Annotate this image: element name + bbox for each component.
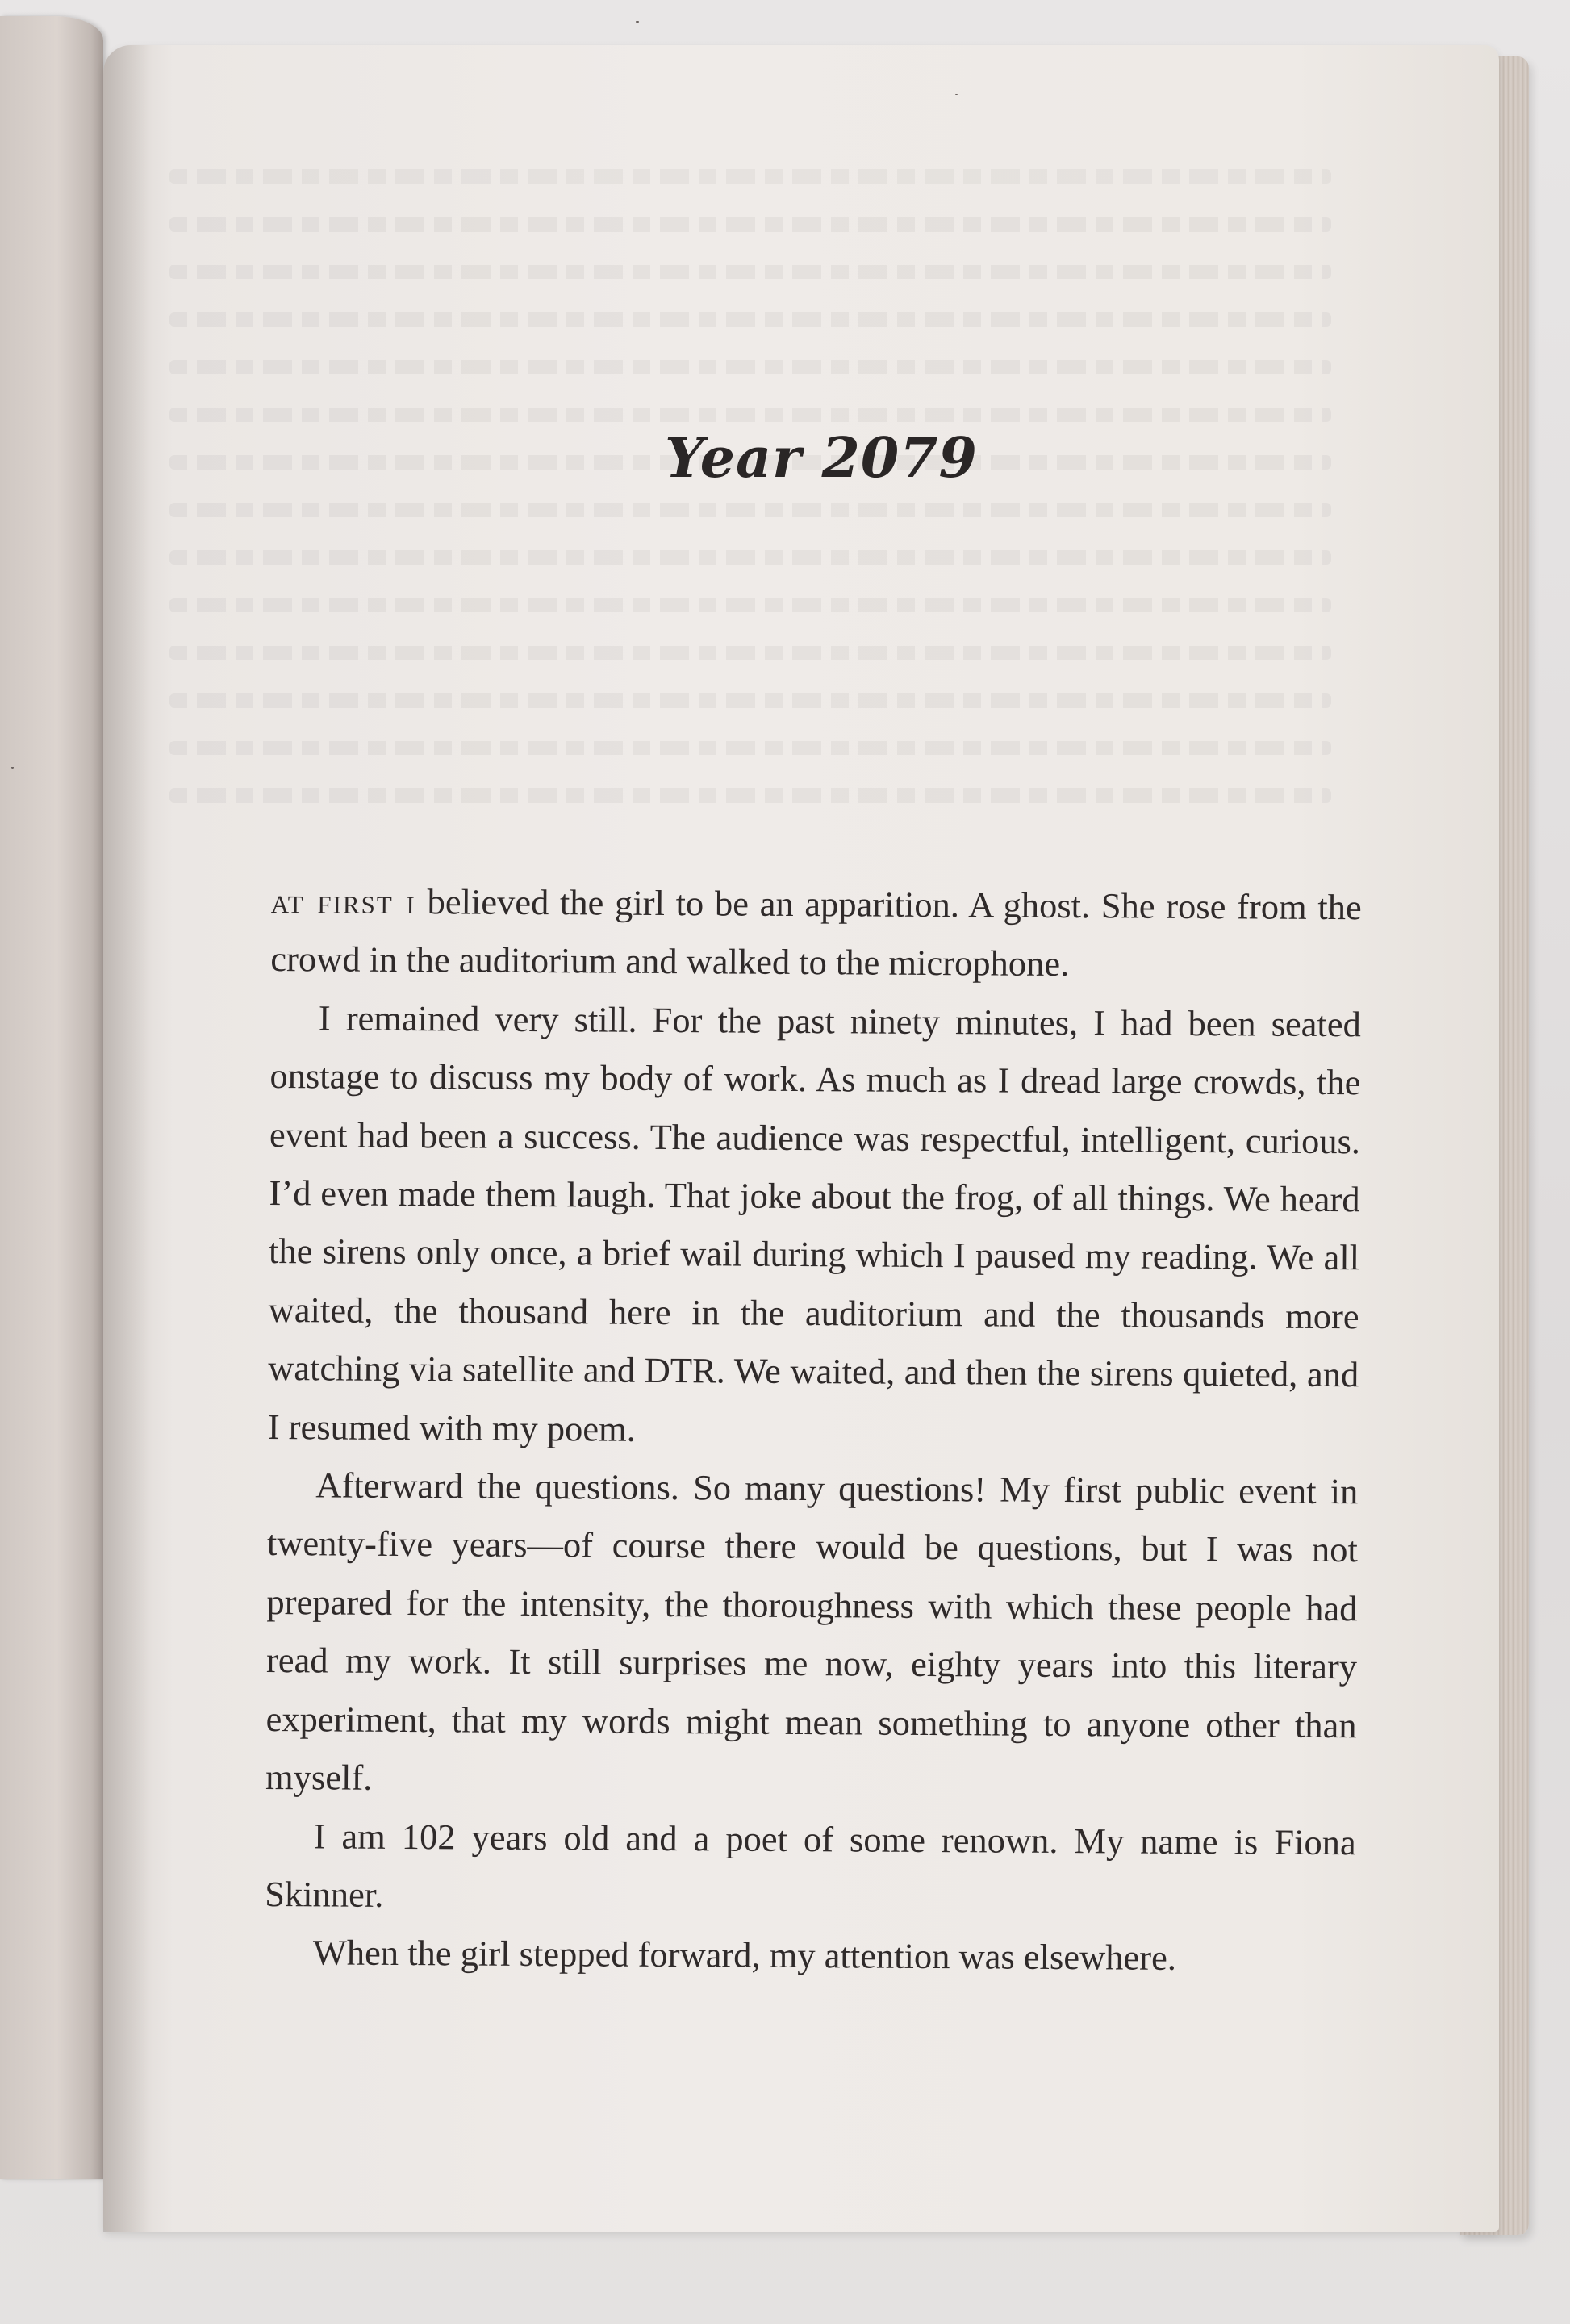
paragraph: When the girl stepped forward, my attention was elsewhere. — [312, 1932, 1177, 1979]
paragraph-text: believed the girl to be an apparition. A ghost. She rose from the crowd in the auditorium and walked to the microphone. — [270, 881, 1362, 984]
chapter-title: Year 2079 — [665, 426, 978, 491]
dust-speck — [955, 94, 958, 95]
paragraph-lead-smallcaps: at first i — [270, 880, 417, 922]
show-through-text — [169, 169, 1331, 831]
paragraph: I am 102 years old and a poet of some renown. My name is Fiona Skinner. — [265, 1815, 1356, 1915]
dust-speck — [11, 767, 14, 769]
paragraph: Afterward the questions. So many questions! My first public event in twenty-five years—of course there would be questions, but I was not prepared for the intensity, the thoroughness with which these people had read my work. It still surprises me now, eighty years into this literary experiment, that my words might mean something to anyone other than myself. — [265, 1465, 1359, 1798]
paragraph — [270, 872, 1362, 995]
left-page-edge — [0, 16, 103, 2179]
dust-speck — [636, 21, 639, 23]
paragraph: I remained very still. For the past ninety minutes, I had been seated onstage to discuss my body of work. As much as I dread large crowds, the event had been a success. The audience was respectful, intelligent, curious. I’d even made them laugh. That joke about the frog, of all things. We heard the sirens only once, a brief wail during which I paused my reading. We all waited, the thousand here in the auditorium and the thousands more watching via satellite and DTR. We waited, and then the sirens quieted, and I resumed with my poem. — [267, 997, 1362, 1449]
body-text — [265, 872, 1362, 1988]
